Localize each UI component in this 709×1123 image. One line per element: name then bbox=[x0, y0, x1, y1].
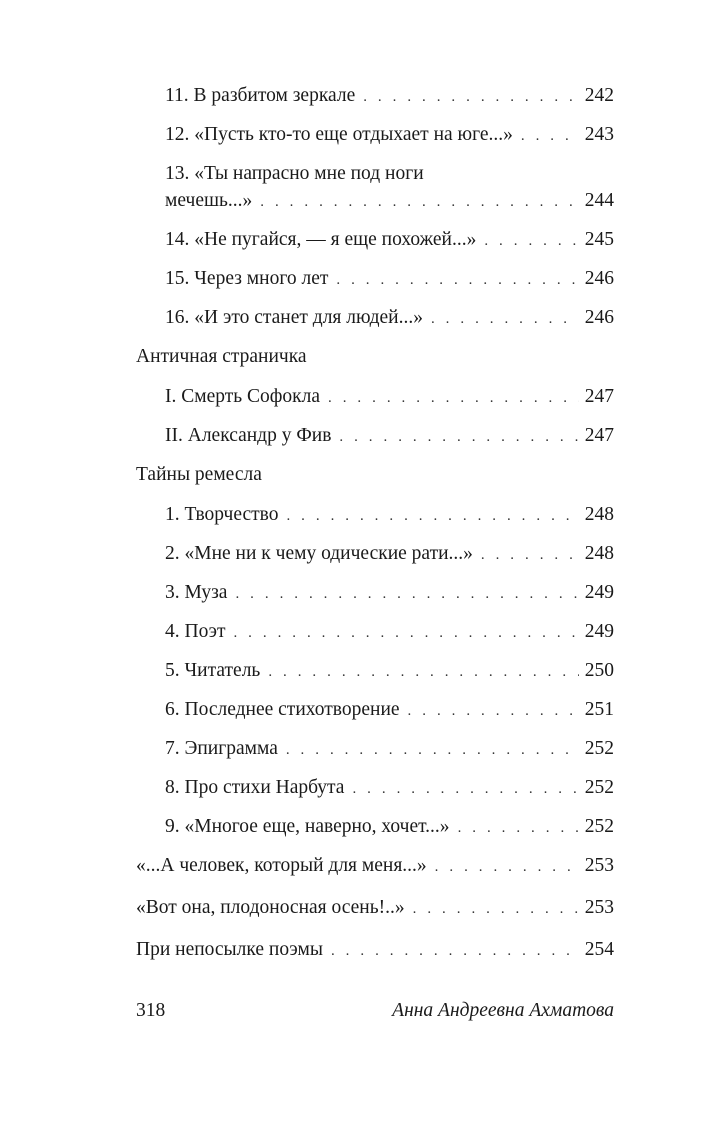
running-author: Анна Андреевна Ахматова bbox=[392, 1000, 614, 1021]
toc-entry bbox=[136, 813, 614, 852]
dot-leader bbox=[458, 815, 579, 842]
toc-entry bbox=[136, 735, 614, 774]
dot-leader bbox=[339, 424, 578, 451]
page-footer bbox=[136, 1000, 614, 1022]
table-of-contents bbox=[136, 82, 614, 978]
toc-entry-title: 3. Муза bbox=[165, 582, 228, 603]
toc-entry bbox=[136, 265, 614, 304]
toc-entry-title: 16. «И это станет для людей...» bbox=[165, 307, 423, 328]
toc-entry-page: 250 bbox=[584, 660, 614, 681]
toc-entry-title: 14. «Не пугайся, — я еще похожей...» bbox=[165, 229, 477, 250]
toc-entry bbox=[136, 82, 614, 121]
toc-entry-title-line2: мечешь...» bbox=[165, 190, 253, 211]
toc-entry-page: 249 bbox=[584, 621, 614, 642]
toc-section-heading: Тайны ремесла bbox=[136, 464, 262, 485]
dot-leader bbox=[260, 189, 578, 216]
dot-leader bbox=[328, 385, 579, 412]
page-number: 318 bbox=[136, 1000, 166, 1021]
toc-entry bbox=[136, 121, 614, 160]
toc-entry-title: При непосылке поэмы bbox=[136, 939, 323, 960]
dot-leader bbox=[435, 854, 579, 881]
toc-entry bbox=[136, 501, 614, 540]
dot-leader bbox=[521, 123, 579, 150]
toc-entry bbox=[136, 383, 614, 422]
toc-entry-title: 15. Через много лет bbox=[165, 268, 329, 289]
toc-entry-page: 248 bbox=[584, 543, 614, 564]
toc-entry-page: 246 bbox=[584, 307, 614, 328]
toc-entry bbox=[136, 852, 614, 894]
toc-entry-title: 1. Творчество bbox=[165, 504, 279, 525]
toc-entry-page: 251 bbox=[584, 699, 614, 720]
dot-leader bbox=[413, 896, 579, 923]
toc-entry-page: 253 bbox=[584, 897, 614, 918]
toc-entry-page: 254 bbox=[584, 939, 614, 960]
toc-entry bbox=[136, 579, 614, 618]
toc-entry-title: 6. Последнее стихотворение bbox=[165, 699, 400, 720]
dot-leader bbox=[331, 938, 579, 965]
toc-entry-title: 11. В разбитом зеркале bbox=[165, 85, 356, 106]
toc-entry bbox=[136, 422, 614, 461]
toc-entry bbox=[136, 226, 614, 265]
toc-entry-title: 4. Поэт bbox=[165, 621, 226, 642]
toc-entry-title: 2. «Мне ни к чему одические рати...» bbox=[165, 543, 473, 564]
toc-entry-title: 8. Про стихи Нарбута bbox=[165, 777, 345, 798]
toc-entry-page: 247 bbox=[584, 386, 614, 407]
dot-leader bbox=[233, 620, 578, 647]
dot-leader bbox=[431, 306, 579, 333]
toc-entry-title: «Вот она, плодоносная осень!..» bbox=[136, 897, 405, 918]
toc-entry bbox=[136, 304, 614, 343]
toc-entry-page: 244 bbox=[584, 190, 614, 211]
toc-entry-page: 245 bbox=[584, 229, 614, 250]
toc-entry bbox=[136, 936, 614, 978]
toc-entry-title-line1: 13. «Ты напрасно мне под ноги bbox=[165, 163, 424, 184]
toc-entry-page: 249 bbox=[584, 582, 614, 603]
toc-entry-title: 7. Эпиграмма bbox=[165, 738, 278, 759]
toc-entry-title: 5. Читатель bbox=[165, 660, 261, 681]
toc-entry bbox=[136, 160, 614, 226]
dot-leader bbox=[286, 737, 579, 764]
toc-entry-page: 243 bbox=[584, 124, 614, 145]
dot-leader bbox=[268, 659, 578, 686]
dot-leader bbox=[484, 228, 578, 255]
toc-entry-page: 242 bbox=[584, 85, 614, 106]
toc-entry bbox=[136, 618, 614, 657]
toc-entry-title: 12. «Пусть кто-то еще отдыхает на юге...» bbox=[165, 124, 513, 145]
toc-entry bbox=[136, 657, 614, 696]
dot-leader bbox=[352, 776, 578, 803]
toc-entry-page: 252 bbox=[584, 816, 614, 837]
toc-entry bbox=[136, 540, 614, 579]
toc-entry-title: 9. «Многое еще, наверно, хочет...» bbox=[165, 816, 450, 837]
dot-leader bbox=[235, 581, 578, 608]
toc-entry-page: 247 bbox=[584, 425, 614, 446]
toc-entry-page: 248 bbox=[584, 504, 614, 525]
toc-section-heading: Античная страничка bbox=[136, 346, 307, 367]
dot-leader bbox=[408, 698, 579, 725]
dot-leader bbox=[481, 542, 579, 569]
dot-leader bbox=[336, 267, 578, 294]
toc-entry bbox=[136, 696, 614, 735]
dot-leader bbox=[363, 84, 579, 111]
toc-entry-title: II. Александр у Фив bbox=[165, 425, 332, 446]
toc-entry bbox=[136, 774, 614, 813]
toc-entry-title: I. Смерть Софокла bbox=[165, 386, 321, 407]
toc-entry-page: 253 bbox=[584, 855, 614, 876]
toc-entry-page: 252 bbox=[584, 777, 614, 798]
toc-entry-page: 246 bbox=[584, 268, 614, 289]
toc-entry-page: 252 bbox=[584, 738, 614, 759]
dot-leader bbox=[286, 503, 578, 530]
toc-entry-title: «...А человек, который для меня...» bbox=[136, 855, 427, 876]
toc-entry bbox=[136, 894, 614, 936]
